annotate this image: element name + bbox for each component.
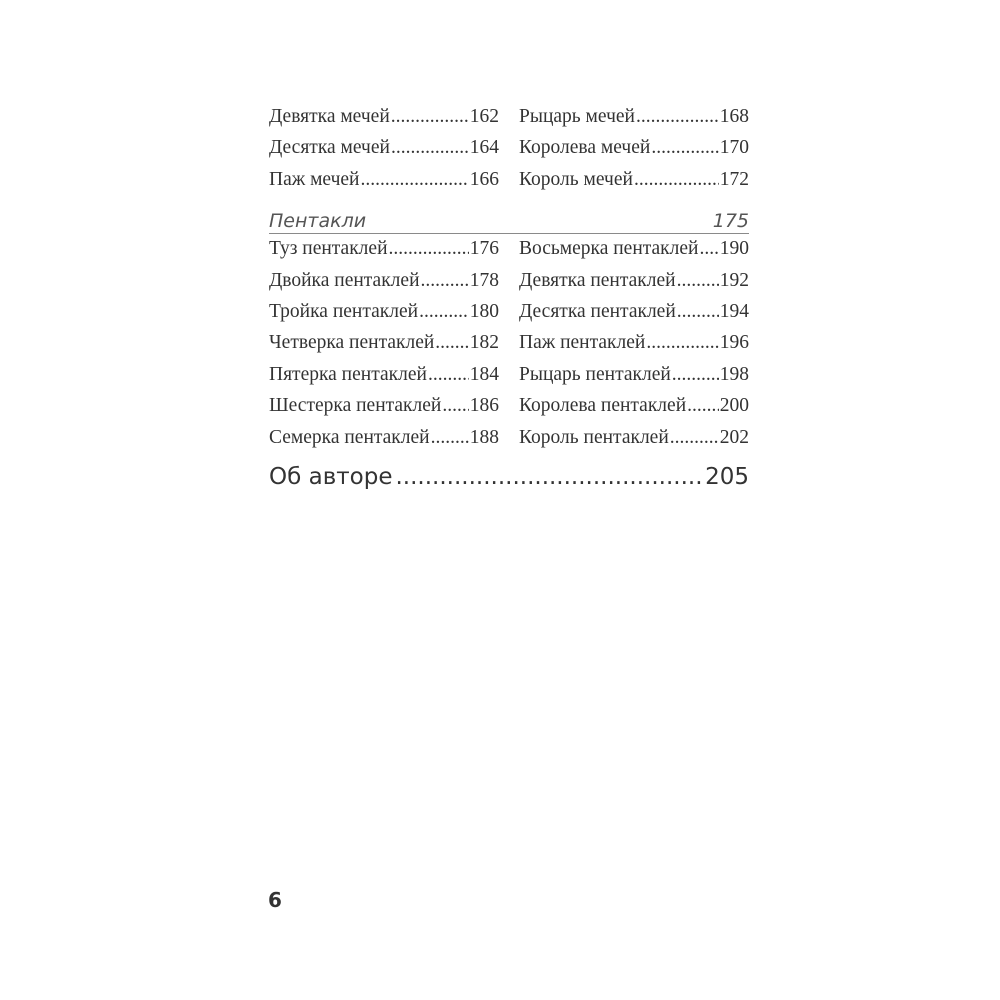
entry-page: 186 (469, 395, 499, 417)
section-page: 175 (712, 210, 749, 233)
toc-entry-author (269, 464, 749, 490)
entry-page: 166 (469, 168, 499, 190)
entry-page: 184 (469, 363, 499, 385)
toc-entry (519, 106, 749, 137)
entry-title: Шестерка пентаклей (269, 395, 442, 417)
page-number: 6 (268, 888, 282, 912)
entry-title: Десятка мечей (269, 137, 390, 159)
dot-leader (419, 301, 469, 323)
entry-title: Пятерка пентаклей (269, 363, 427, 385)
entry-page: 170 (719, 137, 749, 159)
toc-entry (269, 169, 499, 200)
dot-leader (677, 270, 719, 292)
entry-title: Четверка пентаклей (269, 332, 435, 354)
entry-page: 168 (719, 106, 749, 127)
toc-entry (269, 427, 499, 458)
dot-leader (636, 106, 719, 128)
entry-title: Рыцарь мечей (519, 106, 635, 127)
dot-leader (634, 169, 719, 191)
dot-leader (646, 332, 718, 354)
toc-entry (519, 169, 749, 200)
entry-page: 190 (719, 238, 749, 260)
dot-leader (699, 238, 718, 260)
dot-leader (672, 364, 719, 386)
entry-page: 196 (719, 332, 749, 354)
dot-leader (391, 137, 469, 159)
entry-title: Девятка мечей (269, 106, 390, 127)
entry-title: Двойка пентаклей (269, 269, 420, 291)
toc-entry (269, 106, 499, 137)
dot-leader (677, 301, 719, 323)
dot-leader (651, 137, 718, 159)
entry-page: 200 (719, 395, 749, 417)
entry-page: 176 (469, 238, 499, 260)
toc-entry (269, 301, 499, 332)
entry-title: Об авторе (269, 463, 393, 490)
entry-title: Десятка пентаклей (519, 300, 676, 322)
table-of-contents (269, 106, 749, 490)
entry-title: Паж мечей (269, 168, 360, 190)
entry-page: 180 (469, 300, 499, 322)
entry-title: Рыцарь пентаклей (519, 363, 671, 385)
toc-entry (519, 238, 749, 269)
swords-entries (269, 106, 749, 200)
entry-page: 188 (469, 426, 499, 448)
entry-title: Король мечей (519, 168, 633, 190)
entry-title: Тройка пентаклей (269, 300, 419, 322)
toc-entry (519, 137, 749, 168)
dot-leader (687, 395, 719, 417)
dot-leader (431, 427, 469, 449)
dot-leader (391, 106, 469, 128)
entry-title: Семерка пентаклей (269, 426, 430, 448)
entry-page: 192 (719, 269, 749, 291)
section-title: Пентакли (269, 210, 367, 233)
swords-right-column (519, 106, 749, 200)
entry-title: Королева пентаклей (519, 395, 687, 417)
toc-entry (519, 332, 749, 363)
entry-title: Королева мечей (519, 137, 651, 159)
toc-entry (519, 270, 749, 301)
entry-title: Туз пентаклей (269, 238, 388, 260)
toc-entry (269, 137, 499, 168)
dot-leader (435, 332, 468, 354)
toc-entry (519, 427, 749, 458)
dot-leader (670, 427, 719, 449)
entry-title: Паж пентаклей (519, 332, 646, 354)
pentacles-left-column (269, 238, 499, 458)
entry-page: 182 (469, 332, 499, 354)
entry-page: 164 (469, 137, 499, 159)
entry-title: Восьмерка пентаклей (519, 238, 699, 260)
entry-page: 194 (719, 300, 749, 322)
pentacles-entries (269, 238, 749, 458)
entry-page: 202 (719, 426, 749, 448)
toc-entry (519, 301, 749, 332)
toc-entry (269, 270, 499, 301)
entry-title: Король пентаклей (519, 426, 669, 448)
entry-page: 162 (469, 106, 499, 127)
toc-entry (269, 395, 499, 426)
toc-entry (269, 332, 499, 363)
dot-leader (361, 169, 469, 191)
dot-leader (428, 364, 469, 386)
swords-left-column (269, 106, 499, 200)
pentacles-right-column (519, 238, 749, 458)
toc-entry (519, 395, 749, 426)
toc-entry (269, 364, 499, 395)
toc-entry (519, 364, 749, 395)
dot-leader (395, 464, 702, 490)
entry-page: 178 (469, 269, 499, 291)
entry-page: 198 (719, 363, 749, 385)
entry-title: Девятка пентаклей (519, 269, 676, 291)
toc-entry (269, 238, 499, 269)
dot-leader (421, 270, 469, 292)
section-heading-pentacles (269, 210, 749, 234)
dot-leader (442, 395, 468, 417)
dot-leader (389, 238, 469, 260)
entry-page: 205 (705, 463, 749, 490)
entry-page: 172 (719, 168, 749, 190)
